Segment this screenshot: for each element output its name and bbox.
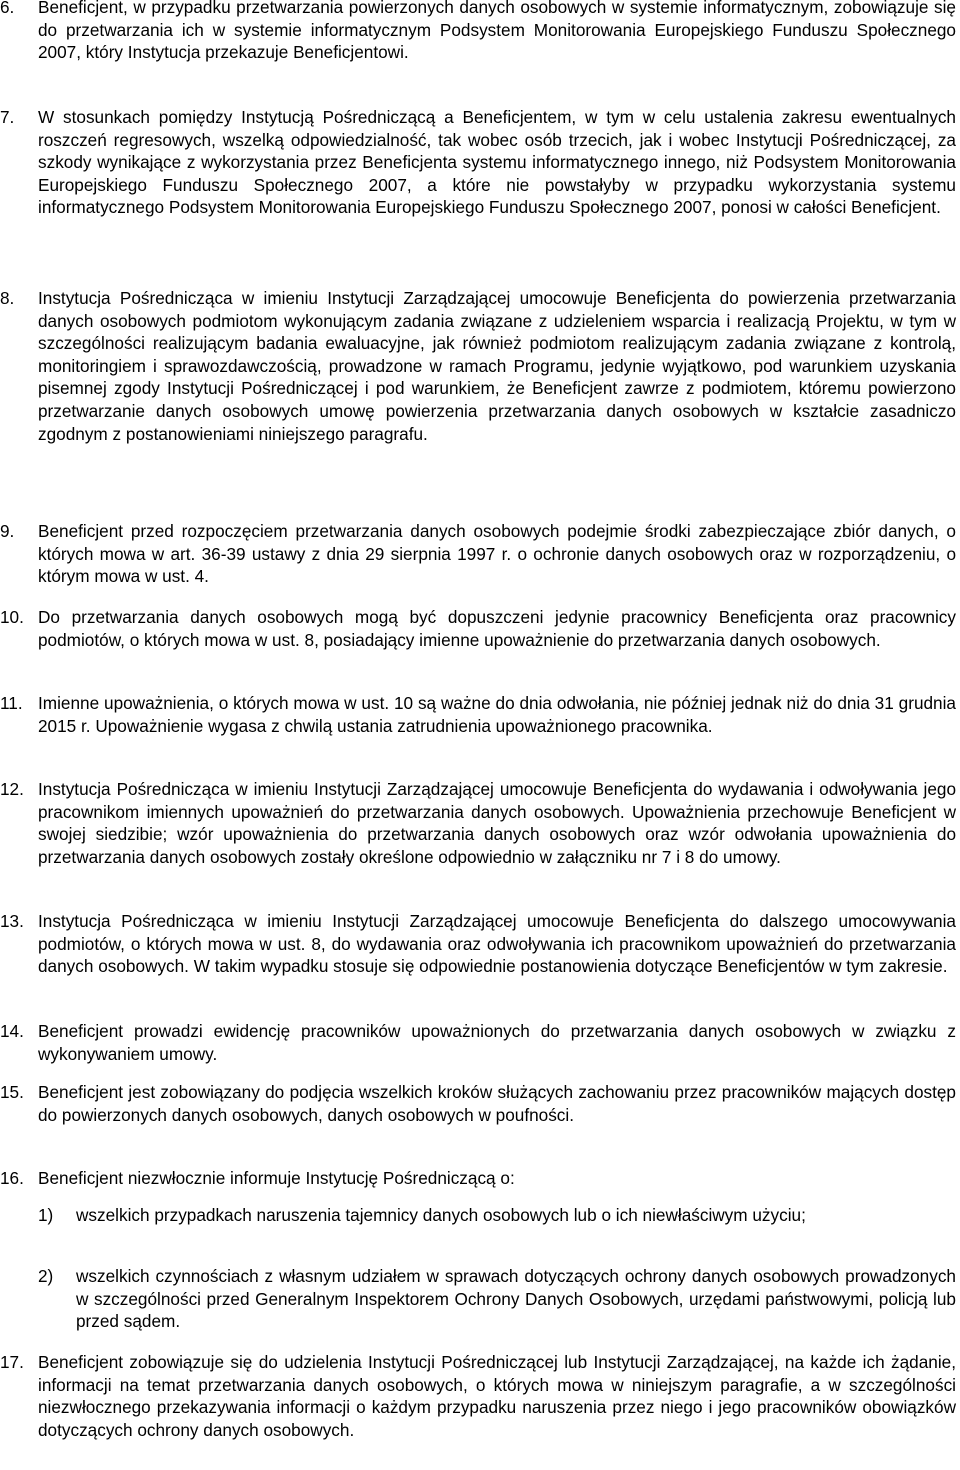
paragraph-15 [0, 1081, 958, 1126]
paragraph-text: Instytucja Pośrednicząca w imieniu Instytucji Zarządzającej umocowuje Beneficjenta do dalszego umocowywania podmiotów, o których mowa w ust. 8, do wydawania oraz odwoływania ich pracownikom upoważnień do przetwarzania danych osobowych. W takim wypadku stosuje się odpowiednie postanowienia dotyczące Beneficjentów w tym zakresie. [38, 911, 956, 977]
paragraph-number: 15. [0, 1082, 24, 1102]
subparagraph-1 [38, 1204, 956, 1227]
subparagraph-text: wszelkich przypadkach naruszenia tajemnicy danych osobowych lub o ich niewłaściwym użyciu; [76, 1205, 806, 1225]
paragraph-11 [0, 692, 958, 737]
paragraph-12 [0, 778, 958, 868]
subparagraph-number: 1) [38, 1205, 54, 1225]
subparagraph-2 [38, 1265, 956, 1333]
paragraph-7 [0, 106, 958, 219]
paragraph-number: 6. [0, 0, 15, 17]
paragraph-9 [0, 520, 958, 588]
paragraph-16 [0, 1167, 958, 1190]
paragraph-text: Beneficjent jest zobowiązany do podjęcia wszelkich kroków służących zachowaniu przez pracowników mających dostęp do powierzonych danych osobowych, danych osobowych w poufności. [38, 1082, 956, 1125]
paragraph-text: Instytucja Pośrednicząca w imieniu Instytucji Zarządzającej umocowuje Beneficjenta do powierzenia przetwarzania danych osobowych podmiotom wykonującym zadania związane z udzieleniem wsparcia i realizacją Projektu, w tym w szczególności realizującym badania ewaluacyjne, jak również podmiotom realizującym zadania związane z kontrolą, monitoringiem i sprawozdawczością, prowadzone w ramach Programu, jedynie wyjątkowo, pod warunkiem uzyskania pisemnej zgody Instytucji Pośredniczącej i pod warunkiem, że Beneficjent zawrze z podmiotem, któremu powierzono przetwarzanie danych osobowych umowę powierzenia przetwarzania danych osobowych w kształcie zasadniczo zgodnym z postanowieniami niniejszego paragrafu. [38, 288, 956, 444]
paragraph-text: Instytucja Pośrednicząca w imieniu Instytucji Zarządzającej umocowuje Beneficjenta do wydawania i odwoływania jego pracownikom imiennych upoważnień do przetwarzania danych osobowych. Upoważnienia przechowuje Beneficjent w swojej siedzibie; wzór upoważnienia do przetwarzania danych osobowych oraz wzór odwołania upoważnienia do przetwarzania danych osobowych zostały określone odpowiednio w załączniku nr 7 i 8 do umowy. [38, 779, 956, 867]
paragraph-number: 16. [0, 1168, 24, 1188]
paragraph-text: Do przetwarzania danych osobowych mogą być dopuszczeni jedynie pracownicy Beneficjenta oraz pracownicy podmiotów, o których mowa w ust. 8, posiadający imienne upoważnienie do przetwarzania danych osobowych. [38, 607, 956, 650]
paragraph-number: 11. [0, 693, 23, 713]
paragraph-number: 13. [0, 911, 24, 931]
paragraph-14 [0, 1020, 958, 1065]
paragraph-number: 7. [0, 107, 15, 127]
paragraph-text: Imienne upoważnienia, o których mowa w ust. 10 są ważne do dnia odwołania, nie później jednak niż do dnia 31 grudnia 2015 r. Upoważnienie wygasa z chwilą ustania zatrudnienia upoważnionego pracownika. [38, 693, 956, 736]
paragraph-text: Beneficjent zobowiązuje się do udzielenia Instytucji Pośredniczącej lub Instytucji Zarządzającej, na każde ich żądanie, informacji na temat przetwarzania danych osobowych, o których mowa w niniejszym paragrafie, a w szczególności niezwłocznego przekazywania informacji o każdym przypadku naruszenia przez niego i jego pracowników obowiązków dotyczących ochrony danych osobowych. [38, 1352, 956, 1440]
paragraph-13 [0, 910, 958, 978]
paragraph-text: Beneficjent niezwłocznie informuje Instytucję Pośredniczącą o: [38, 1168, 515, 1188]
subparagraph-number: 2) [38, 1266, 54, 1286]
paragraph-text: Beneficjent przed rozpoczęciem przetwarzania danych osobowych podejmie środki zabezpieczające zbiór danych, o których mowa w art. 36-39 ustawy z dnia 29 sierpnia 1997 r. o ochronie danych osobowych oraz w rozporządzeniu, o którym mowa w ust. 4. [38, 521, 956, 587]
subparagraph-text: wszelkich czynnościach z własnym udziałem w sprawach dotyczących ochrony danych osobowych prowadzonych w szczególności przed Generalnym Inspektorem Ochrony Danych Osobowych, urzędami państwowymi, policją lub przed sądem. [76, 1266, 956, 1332]
paragraph-10 [0, 606, 958, 651]
paragraph-text: W stosunkach pomiędzy Instytucją Pośredniczącą a Beneficjentem, w tym w celu ustalenia zakresu ewentualnych roszczeń regresowych, wszelką odpowiedzialność, tak wobec osób trzecich, jak i wobec Instytucji Pośredniczącej, za szkody wynikające z wykorzystania przez Beneficjenta systemu informatycznego innego, niż Podsystem Monitorowania Europejskiego Funduszu Społecznego 2007, a które nie powstałyby w przypadku wykorzystania systemu informatycznego Podsystem Monitorowania Europejskiego Funduszu Społecznego 2007, ponosi w całości Beneficjent. [38, 107, 956, 218]
paragraph-text: Beneficjent prowadzi ewidencję pracowników upoważnionych do przetwarzania danych osobowych w związku z wykonywaniem umowy. [38, 1021, 956, 1064]
paragraph-number: 10. [0, 607, 24, 627]
paragraph-number: 12. [0, 779, 24, 799]
paragraph-6 [0, 0, 958, 64]
paragraph-text: Beneficjent, w przypadku przetwarzania powierzonych danych osobowych w systemie informatycznym, zobowiązuje się do przetwarzania ich w systemie informatycznym Podsystem Monitorowania Europejskiego Funduszu Społecznego 2007, który Instytucja przekazuje Beneficjentowi. [38, 0, 956, 63]
paragraph-number: 14. [0, 1021, 24, 1041]
paragraph-number: 17. [0, 1352, 24, 1372]
paragraph-17 [0, 1351, 958, 1441]
paragraph-number: 9. [0, 521, 15, 541]
paragraph-number: 8. [0, 288, 15, 308]
paragraph-8 [0, 287, 958, 445]
